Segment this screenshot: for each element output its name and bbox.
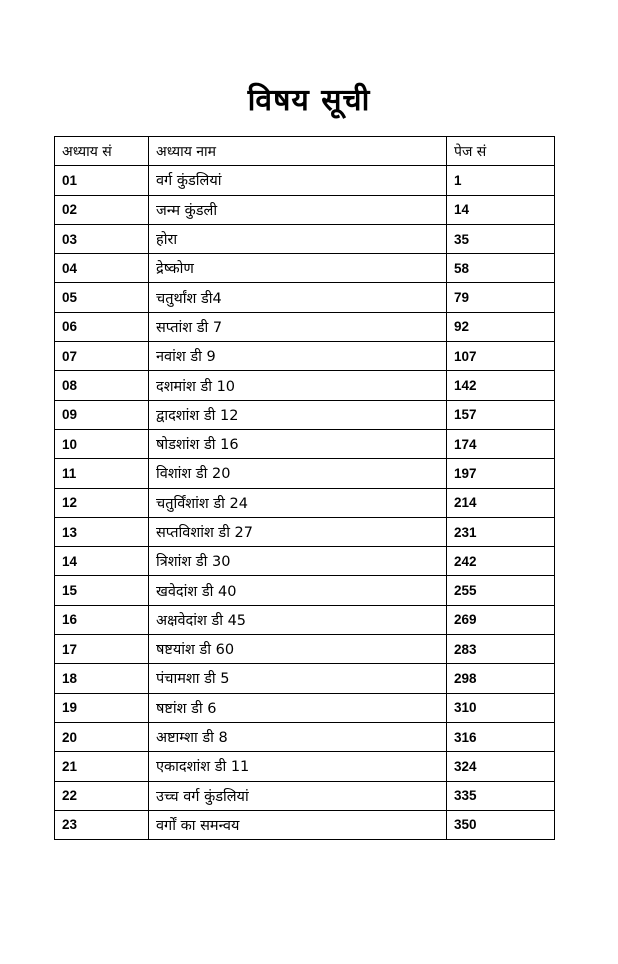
table-row — [55, 517, 555, 546]
chapter-number-cell: 12 — [55, 488, 149, 517]
chapter-name-cell: सप्तांश डी 7 — [149, 312, 447, 341]
page-number-cell: 316 — [447, 722, 555, 751]
table-body — [55, 166, 555, 840]
chapter-number-cell: 19 — [55, 693, 149, 722]
chapter-number-cell: 04 — [55, 254, 149, 283]
page-number-cell: 255 — [447, 576, 555, 605]
chapter-number-cell: 07 — [55, 342, 149, 371]
chapter-name-cell: सप्तविशांश डी 27 — [149, 517, 447, 546]
page-title: विषय सूची — [247, 83, 371, 118]
chapter-number-cell: 16 — [55, 605, 149, 634]
chapter-number-cell: 09 — [55, 400, 149, 429]
table-row — [55, 224, 555, 253]
chapter-name-cell: जन्म कुंडली — [149, 195, 447, 224]
table-row — [55, 400, 555, 429]
page-number-cell: 92 — [447, 312, 555, 341]
page-number-cell: 79 — [447, 283, 555, 312]
chapter-number-cell: 14 — [55, 547, 149, 576]
chapter-number-cell: 17 — [55, 635, 149, 664]
page-number-cell: 335 — [447, 781, 555, 810]
table-row — [55, 752, 555, 781]
page-number-cell: 107 — [447, 342, 555, 371]
chapter-name-cell: विशांश डी 20 — [149, 459, 447, 488]
chapter-name-cell: वर्ग कुंडलियां — [149, 166, 447, 195]
chapter-number-cell: 15 — [55, 576, 149, 605]
chapter-name-cell: षोडशांश डी 16 — [149, 429, 447, 458]
chapter-number-cell: 21 — [55, 752, 149, 781]
table-row — [55, 342, 555, 371]
table-row — [55, 576, 555, 605]
chapter-number-cell: 02 — [55, 195, 149, 224]
chapter-number-cell: 10 — [55, 429, 149, 458]
table-row — [55, 283, 555, 312]
page-number-cell: 298 — [447, 664, 555, 693]
chapter-number-cell: 08 — [55, 371, 149, 400]
chapter-name-cell: षष्टयांश डी 60 — [149, 635, 447, 664]
chapter-number-cell: 05 — [55, 283, 149, 312]
chapter-name-cell: एकादशांश डी 11 — [149, 752, 447, 781]
table-row — [55, 781, 555, 810]
page-number-cell: 231 — [447, 517, 555, 546]
page-number-cell: 350 — [447, 810, 555, 839]
table-row — [55, 635, 555, 664]
table-row — [55, 371, 555, 400]
chapter-number-cell: 03 — [55, 224, 149, 253]
table-row — [55, 459, 555, 488]
header-chapter-no: अध्याय सं — [55, 137, 149, 166]
table-row — [55, 547, 555, 576]
chapter-name-cell: उच्च वर्ग कुंडलियां — [149, 781, 447, 810]
page-number-cell: 58 — [447, 254, 555, 283]
page-number-cell: 142 — [447, 371, 555, 400]
chapter-name-cell: दशमांश डी 10 — [149, 371, 447, 400]
page-number-cell: 269 — [447, 605, 555, 634]
chapter-number-cell: 13 — [55, 517, 149, 546]
chapter-number-cell: 11 — [55, 459, 149, 488]
page-number-cell: 14 — [447, 195, 555, 224]
table-row — [55, 810, 555, 839]
chapter-number-cell: 22 — [55, 781, 149, 810]
table-row — [55, 429, 555, 458]
chapter-name-cell: अष्टाम्शा डी 8 — [149, 722, 447, 751]
chapter-name-cell: खवेदांश डी 40 — [149, 576, 447, 605]
table-row — [55, 693, 555, 722]
header-chapter-name: अध्याय नाम — [149, 137, 447, 166]
table-row — [55, 195, 555, 224]
page-number-cell: 197 — [447, 459, 555, 488]
page-number-cell: 157 — [447, 400, 555, 429]
page-number-cell: 242 — [447, 547, 555, 576]
chapter-name-cell: द्वादशांश डी 12 — [149, 400, 447, 429]
chapter-number-cell: 20 — [55, 722, 149, 751]
chapter-name-cell: नवांश डी 9 — [149, 342, 447, 371]
table-row — [55, 312, 555, 341]
chapter-number-cell: 18 — [55, 664, 149, 693]
table-row — [55, 254, 555, 283]
chapter-number-cell: 23 — [55, 810, 149, 839]
table-row — [55, 664, 555, 693]
header-page-no: पेज सं — [447, 137, 555, 166]
page-number-cell: 174 — [447, 429, 555, 458]
table-header-row — [55, 137, 555, 166]
chapter-number-cell: 06 — [55, 312, 149, 341]
chapter-name-cell: त्रिशांश डी 30 — [149, 547, 447, 576]
table-row — [55, 605, 555, 634]
page-number-cell: 1 — [447, 166, 555, 195]
page-number-cell: 214 — [447, 488, 555, 517]
page-number-cell: 283 — [447, 635, 555, 664]
table-row — [55, 488, 555, 517]
chapter-name-cell: होरा — [149, 224, 447, 253]
chapter-name-cell: द्रेष्कोण — [149, 254, 447, 283]
page-number-cell: 310 — [447, 693, 555, 722]
chapter-name-cell: चतुर्थांश डी4 — [149, 283, 447, 312]
page-number-cell: 324 — [447, 752, 555, 781]
page-number-cell: 35 — [447, 224, 555, 253]
chapter-number-cell: 01 — [55, 166, 149, 195]
chapter-name-cell: चतुर्विंशांश डी 24 — [149, 488, 447, 517]
chapter-name-cell: पंचामशा डी 5 — [149, 664, 447, 693]
chapter-name-cell: षष्टांश डी 6 — [149, 693, 447, 722]
table-of-contents — [54, 136, 555, 840]
chapter-name-cell: वर्गों का समन्वय — [149, 810, 447, 839]
table-row — [55, 166, 555, 195]
table-row — [55, 722, 555, 751]
chapter-name-cell: अक्षवेदांश डी 45 — [149, 605, 447, 634]
